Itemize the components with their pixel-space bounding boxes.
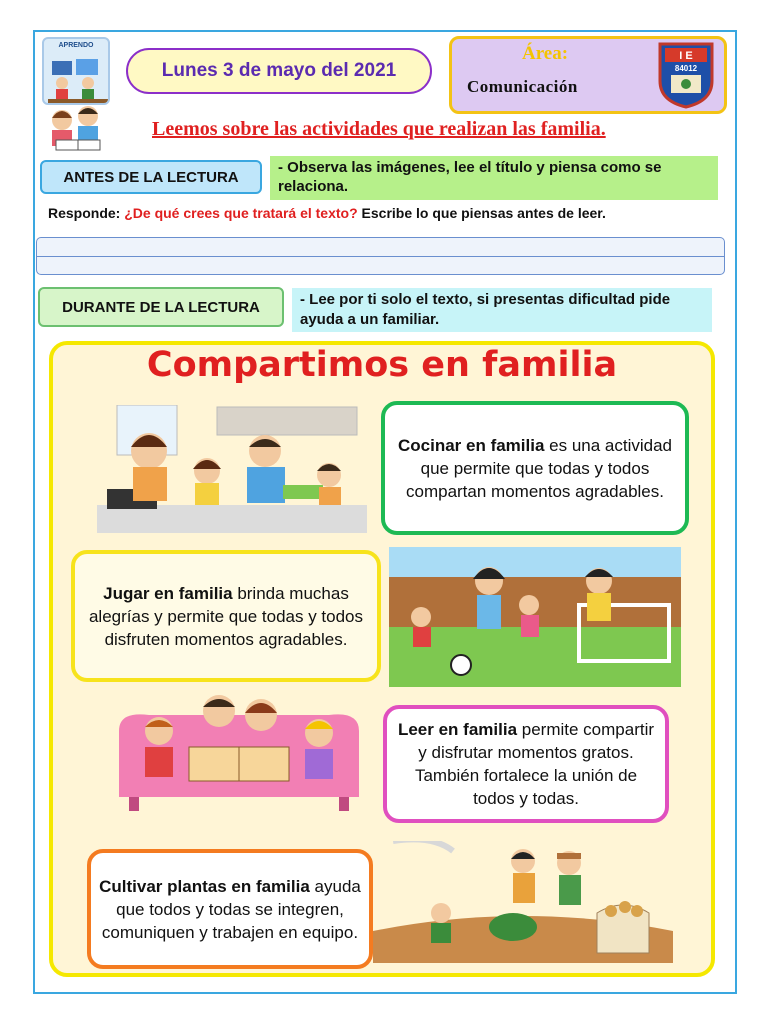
- lesson-title: Leemos sobre las actividades que realizan las familia.: [152, 118, 606, 140]
- cooking-family-illustration: [97, 405, 367, 533]
- shield-number: 84012: [674, 64, 698, 73]
- answer-lines[interactable]: [36, 237, 725, 275]
- leer-text: permite compartir y disfrutar momentos gratos. También fortalece la unión de todos y todas.: [414, 720, 655, 808]
- story-panel: [49, 341, 715, 977]
- gardening-family-illustration: [373, 841, 673, 963]
- date-badge: Lunes 3 de mayo del 2021: [126, 48, 432, 94]
- cocinar-text: es una actividad que permite que todas y todos compartan momentos agradables.: [406, 435, 673, 501]
- cultivar-bold: Cultivar plantas en familia: [99, 876, 310, 896]
- durante-label: DURANTE DE LA LECTURA: [38, 287, 284, 327]
- area-subject: Comunicación: [467, 77, 578, 96]
- shield-letters: I E: [679, 50, 693, 62]
- aprendo-logo-icon: [42, 37, 110, 105]
- responde-prompt: [48, 205, 606, 221]
- antes-instruction: - Observa las imágenes, lee el título y piensa como se relaciona.: [270, 156, 718, 200]
- area-box: [449, 36, 727, 114]
- playing-family-illustration: [389, 547, 681, 687]
- leer-bold: Leer en familia: [397, 720, 518, 739]
- responde-suffix: Escribe lo que piensas antes de leer.: [361, 205, 606, 221]
- antes-label: ANTES DE LA LECTURA: [40, 160, 262, 194]
- answer-line-divider: [37, 256, 724, 257]
- cocinar-bubble: [381, 401, 689, 535]
- logo-text: APRENDO: [58, 42, 94, 49]
- jugar-text: brinda muchas alegrías y permite que todas y todos disfruten momentos agradables.: [88, 583, 364, 649]
- area-title: Área:: [522, 43, 569, 64]
- jugar-bubble: [71, 550, 381, 682]
- durante-instruction: - Lee por ti solo el texto, si presentas dificultad pide ayuda a un familiar.: [292, 288, 712, 332]
- kids-reading-icon: [42, 102, 112, 156]
- responde-prefix: Responde:: [48, 205, 121, 221]
- cultivar-text: ayuda que todos y todas se integren, comuniquen y trabajen en equipo.: [101, 876, 361, 942]
- reading-family-illustration: [109, 691, 371, 819]
- jugar-bold: Jugar en familia: [103, 583, 233, 603]
- leer-bubble: [383, 705, 669, 823]
- cocinar-bold: Cocinar en familia: [397, 435, 545, 455]
- cultivar-bubble: [87, 849, 373, 969]
- responde-question: ¿De qué crees que tratará el texto?: [124, 205, 358, 221]
- school-shield-icon: [657, 41, 715, 109]
- story-title: Compartimos en familia: [146, 345, 618, 385]
